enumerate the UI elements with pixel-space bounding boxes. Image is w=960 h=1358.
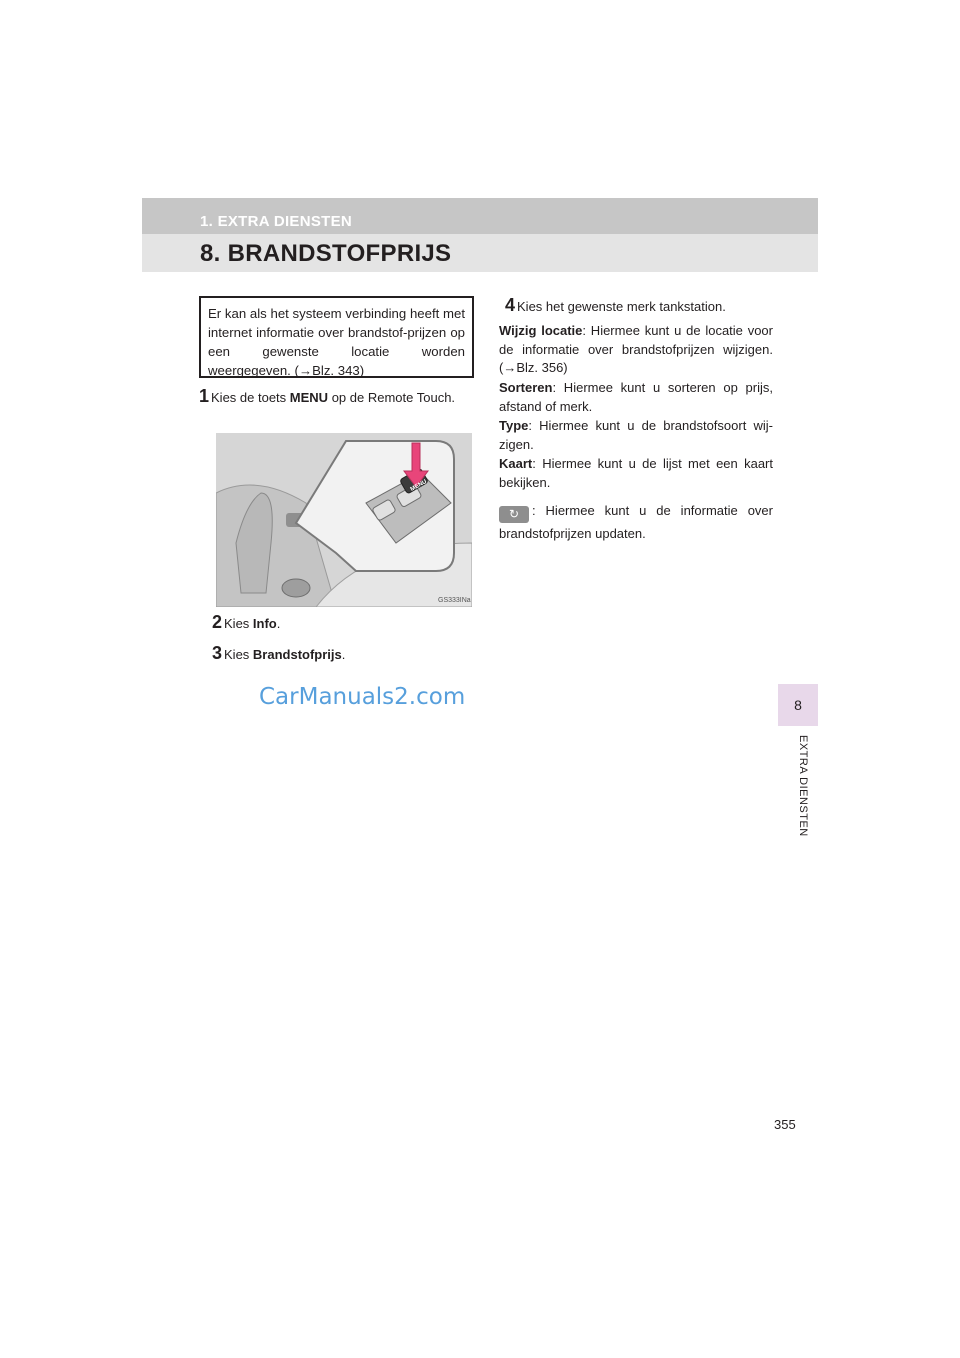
step-3-key: Brandstofprijs [252,647,342,662]
option-text: : Hiermee kunt u de brandstofsoort wij-zigen. [499,418,773,452]
step-3 [212,644,345,664]
option-text: : Hiermee kunt u de locatie voor de informatie over brandstofprijzen wijzigen. (→Blz. 356) [499,323,773,375]
option-term: Type [499,418,529,433]
step-2-pre: Kies [224,616,253,631]
step-3-number: 3 [212,643,223,663]
step-3-pre: Kies [224,647,253,662]
chapter-tab: 8 [778,684,818,726]
step-1-post: op de Remote Touch. [328,390,456,405]
menu-key-label: MENU [409,478,428,494]
option-kaart [499,455,773,492]
option-term: Kaart [499,456,533,471]
remote-touch-illustration [216,433,472,607]
step-4-text: Kies het gewenste merk tankstation. [517,299,726,314]
step-4-number: 4 [505,295,516,315]
chapter-label: EXTRA DIENSTEN [797,735,809,837]
option-text: : Hiermee kunt u de lijst met een kaart bekijken. [499,456,773,490]
step-4 [505,296,726,316]
page-title: 8. BRANDSTOFPRIJS [200,240,452,267]
refresh-icon: ↻ [499,506,529,523]
step-2-number: 2 [212,612,223,632]
option-sorteren [499,379,773,416]
console-drawing [216,433,472,607]
info-note-text: Er kan als het systeem verbinding heeft met internet informatie over brandstof-prijzen op een gewenste locatie worden weergegeven. (→Blz. 343) [208,306,465,378]
step-2 [212,613,280,633]
illustration-code: GS333INa [438,597,471,604]
step-1 [199,387,475,407]
option-term: Sorteren [499,380,553,395]
refresh-text: : Hiermee kunt u de informatie over brandstofprijzen updaten. [499,503,773,541]
step-3-post: . [341,647,346,662]
page-number: 355 [774,1117,796,1132]
option-term: Wijzig locatie [499,323,583,338]
option-text: : Hiermee kunt u sorteren op prijs, afstand of merk. [499,380,773,414]
info-note-box [199,296,474,378]
option-wijzig-locatie [499,322,773,378]
step-1-number: 1 [199,386,210,406]
step-2-key: Info [252,616,277,631]
watermark: CarManuals2.com [259,684,466,710]
step-1-pre: Kies de toets [211,390,290,405]
step-1-key: MENU [289,390,329,405]
option-refresh [499,500,773,545]
section-title: 1. EXTRA DIENSTEN [200,213,353,230]
option-type [499,417,773,454]
step-2-post: . [276,616,281,631]
